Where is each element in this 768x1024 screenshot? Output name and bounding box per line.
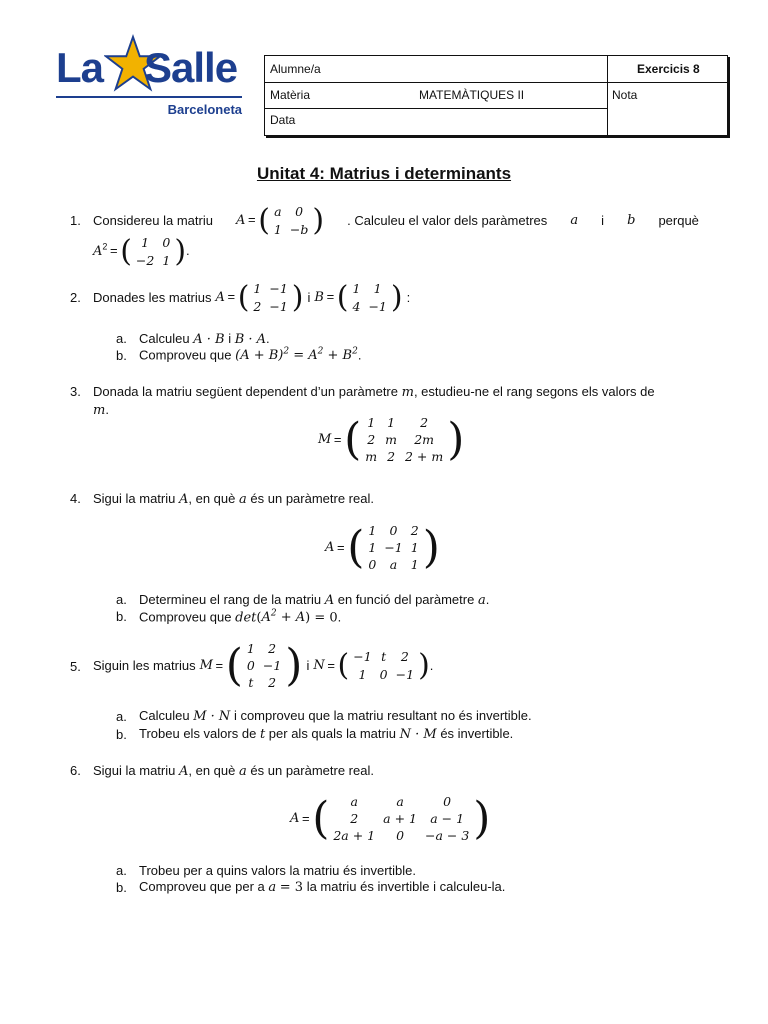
subject-label: Matèria — [270, 88, 311, 102]
logo-underline — [56, 96, 242, 98]
item-label: a. — [116, 331, 127, 346]
exercise-5-statement: Siguin les matrius M = ( 1 2 0 −1 t 2 ) i N = ( −1 t 2 1 0 −1 ) . — [93, 640, 434, 691]
subject-value: MATEMÀTIQUES II — [419, 88, 525, 102]
logo-text-salle: Salle — [144, 44, 238, 91]
item-label: a. — [116, 863, 127, 878]
exercise-number: 3. — [70, 384, 81, 399]
matrix-a-6: A = ( a a 0 2 a + 1 a − 1 2a + 1 0 −a − 3 ) — [290, 793, 491, 844]
exercise-2b: Comproveu que $(A + B)^2 = A^2 + B^2$. — [139, 347, 362, 364]
exercise-4-statement: Sigui la matriu A, en què a és un paràmetre real. — [93, 491, 374, 507]
matrix-m: M = ( 1 1 2 2 m 2m m 2 2 + m ) — [318, 414, 465, 465]
date-label: Data — [270, 113, 296, 127]
exercise-number: 2. — [70, 290, 81, 305]
header-table — [264, 55, 728, 136]
logo-text-la: La — [56, 44, 104, 91]
item-label: a. — [116, 709, 127, 724]
la-salle-logo — [56, 34, 246, 124]
exercise-2a: Calculeu A · B i B · A. — [139, 331, 270, 347]
divider — [265, 108, 608, 109]
matrix-a-def: A = ( a 0 1 −b ) — [236, 203, 325, 238]
item-label: a. — [116, 592, 127, 607]
exercise-4a: Determineu el rang de la matriu A en funció del paràmetre a. — [139, 592, 490, 608]
exercise-3-line-2: m. — [93, 402, 109, 418]
page-title: Unitat 4: Matrius i determinants — [256, 164, 512, 183]
exercise-1-line-2: $A^2$ = ( 1 0 −2 1 ) . — [93, 234, 190, 269]
exercise-5b: Trobeu els valors de t per als quals la matriu N · M és invertible. — [139, 726, 514, 742]
matrix-a-4: A = ( 1 0 2 1 −1 1 0 a 1 ) — [325, 522, 440, 573]
exercise-3-line-1: Donada la matriu següent dependent d’un paràmetre m, estudieu-ne el rang segons els valors de — [93, 384, 655, 400]
exercise-number: 6. — [70, 763, 81, 778]
exercise-4b: Comproveu que $\det(A^2 + A) = 0$. — [139, 609, 342, 626]
exercise-5a: Calculeu M · N i comproveu que la matriu resultant no és invertible. — [139, 708, 532, 724]
exercise-1-line-1: Considereu la matriu A = ( a 0 1 −b ) . Calculeu el valor dels paràmetres a i b perquè — [93, 203, 699, 238]
exercise-2-statement: Donades les matrius A = ( 1 −1 2 −1 ) i B = ( 1 1 4 −1 ) : — [93, 280, 411, 315]
exercise-number: 4. — [70, 491, 81, 506]
grade-label: Nota — [612, 88, 638, 102]
exercise-6-statement: Sigui la matriu A, en què a és un paràmetre real. — [93, 763, 374, 779]
item-label: b. — [116, 727, 127, 742]
exercise-6a: Trobeu per a quins valors la matriu és invertible. — [139, 863, 416, 878]
exercise-number: 5. — [70, 659, 81, 674]
exercise-label: Exercicis 8 — [637, 62, 700, 76]
student-label: Alumne/a — [270, 62, 321, 76]
item-label: b. — [116, 880, 127, 895]
logo-subtitle: Barceloneta — [167, 102, 242, 117]
exercise-6b: Comproveu que per a a = 3 la matriu és invertible i calculeu-la. — [139, 879, 506, 895]
exercise-number: 1. — [70, 213, 81, 228]
divider — [265, 82, 727, 83]
item-label: b. — [116, 348, 127, 363]
divider — [607, 56, 608, 135]
item-label: b. — [116, 609, 127, 624]
